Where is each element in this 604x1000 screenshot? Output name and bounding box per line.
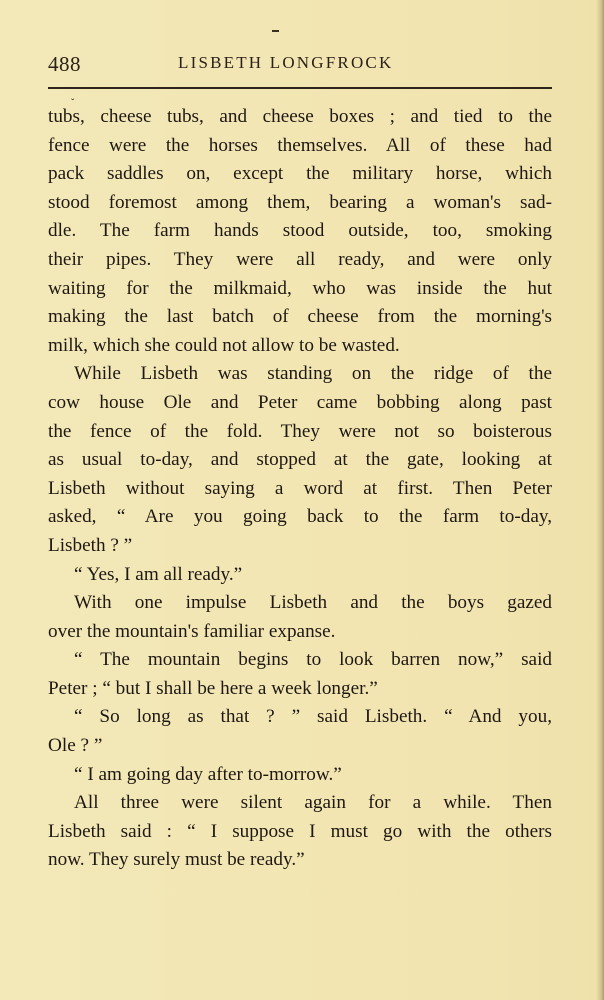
- text-line: over the mountain's familiar expanse.: [48, 620, 336, 642]
- text-line: “ I am going day after to-morrow.”: [74, 763, 342, 785]
- text-line: milk, which she could not allow to be wasted.: [48, 334, 400, 356]
- text-line: Lisbeth said : “ I suppose I must go with the others: [48, 820, 552, 842]
- text-line: the fence of the fold. They were not so boisterous: [48, 420, 552, 442]
- text-line: cow house Ole and Peter came bobbing along past: [48, 391, 552, 413]
- text-line: dle. The farm hands stood outside, too, smoking: [48, 220, 552, 242]
- text-line: tubs, cheese tubs, and cheese boxes ; and tied to the: [48, 106, 552, 127]
- text-line: All three were silent again for a while. Then: [74, 792, 552, 814]
- text-line: their pipes. They were all ready, and were only: [48, 248, 552, 270]
- print-tick: ˇ: [71, 98, 75, 109]
- page-edge-shadow: [596, 0, 604, 1000]
- running-head: [48, 52, 552, 80]
- text-line: “ The mountain begins to look barren now,” said: [74, 649, 552, 671]
- book-title: LISBETH LONGFROCK: [178, 53, 394, 72]
- print-mark: [272, 30, 279, 32]
- text-line: pack saddles on, except the military horse, which: [48, 163, 552, 185]
- text-line: Ole ? ”: [48, 735, 103, 757]
- text-line: Lisbeth ? ”: [48, 534, 133, 556]
- page-number: 488: [48, 52, 81, 76]
- body-text: [48, 103, 552, 875]
- text-line: as usual to-day, and stopped at the gate, looking at: [48, 449, 552, 471]
- text-line: Lisbeth without saying a word at first. Then Peter: [48, 477, 552, 499]
- text-line: “ Yes, I am all ready.”: [74, 563, 243, 585]
- text-line: With one impulse Lisbeth and the boys gazed: [74, 592, 552, 614]
- text-line: fence were the horses themselves. All of these had: [48, 134, 552, 156]
- text-line: “ So long as that ? ” said Lisbeth. “ And you,: [74, 706, 552, 728]
- text-line: While Lisbeth was standing on the ridge of the: [74, 363, 552, 385]
- header-rule: [48, 87, 552, 89]
- text-line: waiting for the milkmaid, who was inside the hut: [48, 277, 552, 299]
- text-line: now. They surely must be ready.”: [48, 849, 305, 871]
- text-line: making the last batch of cheese from the morning's: [48, 306, 552, 328]
- text-line: stood foremost among them, bearing a woman's sad-: [48, 191, 552, 213]
- text-line: asked, “ Are you going back to the farm to-day,: [48, 506, 552, 528]
- text-line: Peter ; “ but I shall be here a week longer.”: [48, 677, 378, 699]
